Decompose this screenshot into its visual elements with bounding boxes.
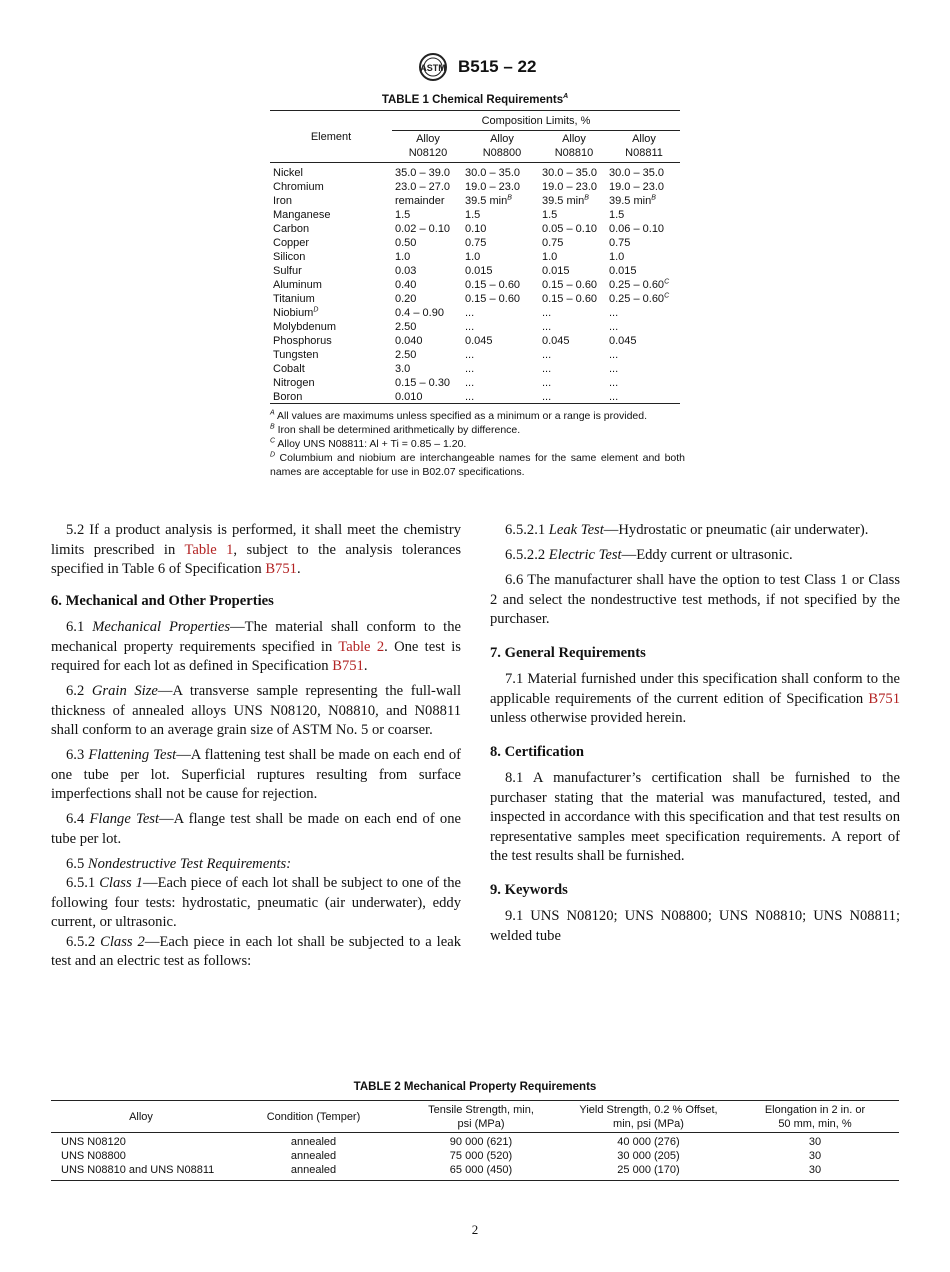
table1-value-cell: 0.03 [395,265,417,277]
table1-value-cell: 30.0 – 35.0 [609,167,665,179]
table1-value-cell: 0.045 [465,335,493,347]
table1-value-cell: 1.0 [542,251,558,263]
table1-value-cell: 0.15 – 0.30 [395,377,451,389]
table1-value-cell: 0.50 [395,237,417,249]
table1-value-cell: 39.5 $\min^B$ [609,194,656,207]
table1-value-cell: ... [465,391,475,403]
paragraph-7-1: 7.1 Material furnished under this specification shall conform to the applicable requirements of the current edition of Specification B751 unless otherwise provided herein. [490,671,900,726]
paragraph-6-5-2: 6.5.2 Class 2—Each piece in each lot shall be subjected to a leak test and an electric test as follows: [51,933,461,969]
table1-value-cell: $0.25 - 0.60^C$ [609,278,670,291]
table1-value-cell: 0.040 [395,335,423,347]
table1-element-cell: Sulfur [273,265,302,277]
paragraph-6-5-1: 6.5.1 Class 1—Each piece of each lot shall be subject to one of the following four tests: hydrostatic, pneumatic (air underwater), eddy current, or ultrasonic. [51,875,461,930]
b751-link[interactable]: B751 [868,690,900,707]
table1-top-rule [270,110,680,111]
left-column [51,521,461,977]
table1-element-cell: Copper [273,237,310,249]
paragraph-6-5: 6.5 Nondestructive Test Requirements: [66,855,292,872]
table1-value-cell: 30.0 – 35.0 [542,167,598,179]
table1-value-cell: 0.05 – 0.10 [542,223,598,235]
table1-value-cell: 1.0 [395,251,411,263]
table1-value-cell: 19.0 – 23.0 [465,181,521,193]
table1-value-cell: $0.25 - 0.60^C$ [609,292,670,305]
table1-value-cell: 0.75 [609,237,631,249]
table1-element-cell: Molybdenum [273,321,336,333]
table1-value-cell: ... [609,377,619,389]
table2-alloy-cell: UNS N08810 and UNS N08811 [61,1164,215,1176]
table2-elongation-cell: 30 [808,1164,822,1176]
table1-value-cell: 0.15 – 0.60 [465,293,521,305]
table1-value-cell: ... [609,349,619,361]
table1-value-cell: 0.40 [395,279,417,291]
table1-element-cell: Chromium [273,181,324,193]
table1-element-cell: Tungsten [273,349,319,361]
table2-bottom-rule [51,1180,899,1181]
table1-value-cell: 23.0 – 27.0 [395,181,451,193]
table1-element-cell: Carbon [273,223,310,235]
table1-value-cell: 1.5 [465,209,481,221]
table1-value-cell: 0.015 [609,265,637,277]
table2-alloy-cell: UNS N08120 [61,1136,126,1148]
table1-value-cell: ... [542,321,552,333]
table1-link[interactable]: Table 1 [184,541,234,558]
table2-title: TABLE 2 Mechanical Property Requirements [353,1081,597,1093]
table1-value-cell: ... [542,307,552,319]
table1-element-cell: Niobium$^D$ [273,306,319,319]
table1-value-cell: ... [542,349,552,361]
table1-value-cell: 0.15 – 0.60 [465,279,521,291]
table1-value-cell: 0.015 [542,265,570,277]
table1-value-cell: 0.4 – 0.90 [395,307,444,319]
table1-group-header: Composition Limits, % [481,115,591,127]
paragraph-6-5-2-1: 6.5.2.1 Leak Test—Hydrostatic or pneumatic (air underwater). [505,522,869,538]
table2-top-rule [51,1100,899,1101]
table1-value-cell: 39.5 $\min^B$ [465,194,512,207]
section-8-heading: 8. Certification [490,743,585,760]
table1-bottom-rule [270,403,680,404]
table1-value-cell: 0.045 [542,335,570,347]
table1-element-cell: Silicon [273,251,306,263]
table2-yield-cell: 40 000 (276) [617,1136,680,1148]
table1-value-cell: 0.02 – 0.10 [395,223,451,235]
table1-value-cell: ... [465,307,475,319]
table2-link[interactable]: Table 2 [338,638,385,655]
table1-value-cell: remainder [395,195,445,207]
table1-alloy-header: Alloy N08120 [408,133,448,159]
table2-tensile-cell: 75 000 (520) [449,1150,513,1162]
table1-value-cell: ... [609,321,619,333]
table1-footnotes [270,409,685,479]
table1-value-cell: 35.0 – 39.0 [395,167,451,179]
table2-tensile-cell: 90 000 (621) [449,1136,513,1148]
table2-alloy-cell: UNS N08800 [61,1150,126,1162]
table1-value-cell: ... [542,391,552,403]
table2-yield-cell: 25 000 (170) [617,1164,680,1176]
table1-alloy-header: Alloy N08811 [625,133,663,159]
table2-elongation-header: Elongation in 2 in. or 50 mm, min, % [764,1104,866,1130]
table1-value-cell: 2.50 [395,349,417,361]
paragraph-8-1: 8.1 A manufacturer’s certification shall be furnished to the purchaser stating that the material was manufactured, tested, and inspected in accordance with this specification and that test results on representative samples meet specification requirements. A report of the test results shall be furnished. [490,770,900,864]
table1-value-cell: ... [542,363,552,375]
b751-link[interactable]: B751 [332,658,364,674]
footnote: $^A$ All values are maximums unless specified as a minimum or a range is provided. [270,409,648,422]
table1-value-cell: 1.5 [542,209,558,221]
table1-value-cell: 0.75 [542,237,564,249]
table1-alloy-header: Alloy N08800 [482,133,522,159]
paragraph-6-5-2-2: 6.5.2.2 Electric Test—Eddy current or ultrasonic. [505,547,793,563]
table1-value-cell: 0.010 [395,391,423,403]
page-number: 2 [471,1222,479,1237]
table1-value-cell: 0.20 [395,293,417,305]
footnote: $^D$ Columbium and niobium are interchangeable names for the same element and both names are acceptable for use in B02.07 specifications. [270,451,686,478]
table1-value-cell: 1.5 [395,209,411,221]
table2-condition-cell: annealed [290,1136,337,1148]
table1-value-cell: ... [609,307,619,319]
svg-text:ASTM: ASTM [420,63,446,73]
table1-element-cell: Boron [273,391,303,403]
table1-group-rule [392,130,680,131]
section-7-heading: 7. General Requirements [490,644,646,661]
table1-element-cell: Titanium [273,293,315,305]
table1-header-rule [270,162,680,163]
table2-tensile-cell: 65 000 (450) [449,1164,513,1176]
table1-value-cell: ... [542,377,552,389]
footnote: $^C$ Alloy UNS N08811: Al + Ti = 0.85 – 1.20. [270,437,467,450]
paragraph-6-6: 6.6 The manufacturer shall have the option to test Class 1 or Class 2 and select the nondestructive test methods, if not specified by the purchaser. [490,572,900,627]
table2-tensile-header: Tensile Strength, min, psi (MPa) [428,1104,534,1130]
right-column [490,521,900,952]
table1-value-cell: 0.015 [465,265,493,277]
table1-element-cell: Manganese [273,209,331,221]
paragraph-5-2: 5.2 If a product analysis is performed, it shall meet the chemistry limits prescribed in Table 1, subject to the analysis tolerances specified in Table 6 of Specification B751. [51,522,461,577]
table2-alloy-header: Alloy [129,1111,153,1123]
table1-value-cell: 0.75 [465,237,487,249]
section-9-heading: 9. Keywords [490,881,568,898]
table1-value-cell: 1.0 [609,251,625,263]
table1-element-cell: Iron [273,195,292,207]
table1-value-cell: ... [609,391,619,403]
table1-element-header: Element [310,131,352,143]
table1-value-cell: 2.50 [395,321,417,333]
table1-value-cell: 0.15 – 0.60 [542,279,598,291]
document-id: B515 – 22 [458,57,537,76]
table1-value-cell: 19.0 – 23.0 [542,181,598,193]
table2-condition-cell: annealed [290,1164,337,1176]
table1-value-cell: 0.045 [609,335,637,347]
astm-logo [414,52,452,87]
table1-element-cell: Phosphorus [273,335,332,347]
table2-condition-header: Condition (Temper) [266,1111,361,1123]
paragraph-6-4: 6.4 Flange Test—A flange test shall be made on each end of one tube per lot. [51,811,461,847]
paragraph-6-3: 6.3 Flattening Test—A flattening test shall be made on each end of one tube per lot. Superficial ruptures resulting from surface imperfections shall not be cause for rejection. [51,747,461,802]
table1-value-cell: ... [465,377,475,389]
table1-element-cell: Nickel [273,167,303,179]
table2-elongation-cell: 30 [808,1150,822,1162]
table1-alloy-header: Alloy N08810 [554,133,594,159]
table1-value-cell: 19.0 – 23.0 [609,181,665,193]
table1-value-cell: ... [465,349,475,361]
table1-value-cell: 3.0 [395,363,411,375]
table2-yield-header: Yield Strength, 0.2 % Offset, min, psi (MPa) [579,1104,718,1130]
table1-element-cell: Nitrogen [273,377,315,389]
table2-yield-cell: 30 000 (205) [617,1150,680,1162]
footnote: $^B$ Iron shall be determined arithmetically by difference. [270,423,521,436]
section-6-heading: 6. Mechanical and Other Properties [51,592,274,609]
table1-element-cell: Cobalt [273,363,305,375]
b751-link[interactable]: B751 [265,561,297,577]
table2-condition-cell: annealed [290,1150,337,1162]
table1-value-cell: 0.15 – 0.60 [542,293,598,305]
table1-title: TABLE 1 Chemical Requirements$^A$ [381,93,569,106]
table1-value-cell: ... [609,363,619,375]
table1-value-cell: 0.10 [465,223,487,235]
paragraph-6-2: 6.2 Grain Size—A transverse sample representing the full-wall thickness of annealed alloys UNS N08120, N08810, and N08811 shall conform to an average grain size of ASTM No. 5 or coarser. [51,683,462,738]
table2-elongation-cell: 30 [808,1136,822,1148]
table1-value-cell: 0.06 – 0.10 [609,223,665,235]
table1-value-cell: 39.5 $\min^B$ [542,194,589,207]
table1-value-cell: 30.0 – 35.0 [465,167,521,179]
table2-header-rule [51,1132,899,1133]
table1-value-cell: 1.5 [609,209,625,221]
paragraph-9-1: 9.1 UNS N08120; UNS N08800; UNS N08810; UNS N08811; welded tube [490,908,900,944]
table1-value-cell: 1.0 [465,251,481,263]
table1-value-cell: ... [465,363,475,375]
table1-value-cell: ... [465,321,475,333]
paragraph-6-1: 6.1 Mechanical Properties—The material shall conform to the mechanical property requirements specified in Table 2. One test is required for each lot as defined in Specification B751. [51,619,462,674]
table1-element-cell: Aluminum [273,279,322,291]
